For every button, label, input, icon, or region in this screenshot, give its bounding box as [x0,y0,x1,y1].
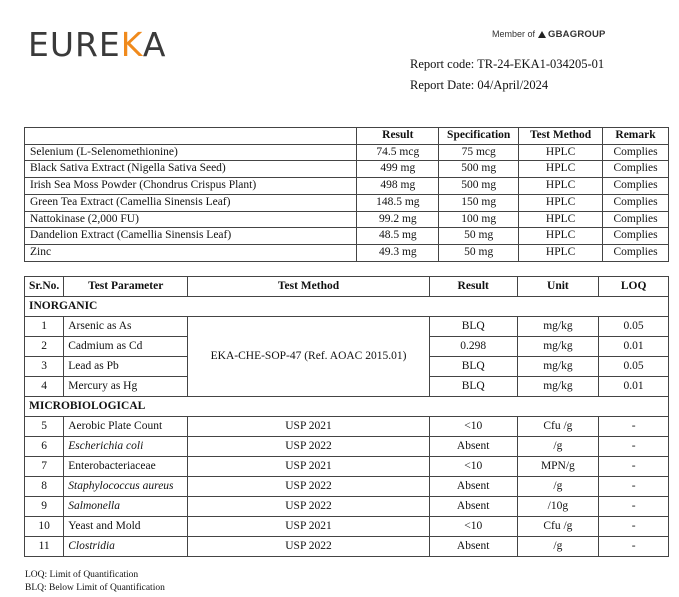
param-name: Mercury as Hg [64,377,188,397]
spec-header-result: Result [357,128,439,145]
spec-result: 99.2 mg [357,211,439,228]
member-org: GBAGROUP [548,29,606,40]
param-unit: /g [517,537,599,557]
param-loq: 0.01 [599,377,669,397]
param-loq: - [599,497,669,517]
spec-method: HPLC [519,161,603,178]
footnote-blq: BLQ: Below Limit of Quantification [25,583,165,593]
param-header-unit: Unit [517,277,599,297]
spec-specification: 150 mg [439,194,519,211]
spec-remark: Complies [603,144,669,161]
spec-specification: 500 mg [439,178,519,195]
spec-ingredient: Zinc [25,244,357,261]
param-result: BLQ [429,357,517,377]
spec-ingredient: Green Tea Extract (Camellia Sinensis Leaf) [25,194,357,211]
spec-result: 74.5 mcg [357,144,439,161]
spec-remark: Complies [603,244,669,261]
table-row [25,437,669,457]
spec-ingredient: Irish Sea Moss Powder (Chondrus Crispus Plant) [25,178,357,195]
param-srno: 3 [25,357,64,377]
param-header-method: Test Method [188,277,430,297]
logo-text-accent: K [120,25,143,64]
spec-row [25,228,669,245]
param-header-row [25,277,669,297]
member-of-badge [492,29,606,40]
table-row [25,477,669,497]
spec-result: 148.5 mg [357,194,439,211]
param-srno: 9 [25,497,64,517]
param-srno: 2 [25,337,64,357]
param-unit: /g [517,437,599,457]
param-header-srno: Sr.No. [25,277,64,297]
spec-header-row [25,128,669,145]
param-loq: - [599,457,669,477]
param-result: Absent [429,537,517,557]
spec-ingredient: Selenium (L-Selenomethionine) [25,144,357,161]
param-method: USP 2022 [188,497,430,517]
param-srno: 6 [25,437,64,457]
param-loq: - [599,537,669,557]
spec-method: HPLC [519,194,603,211]
param-loq: 0.01 [599,337,669,357]
section-microbiological-label: MICROBIOLOGICAL [25,397,669,417]
specification-table [24,127,669,262]
spec-specification: 500 mg [439,161,519,178]
param-srno: 5 [25,417,64,437]
gba-logo-icon [538,31,546,38]
spec-row [25,211,669,228]
section-microbiological [25,397,669,417]
spec-specification: 50 mg [439,244,519,261]
param-name: Enterobacteriaceae [64,457,188,477]
spec-method: HPLC [519,211,603,228]
param-result: <10 [429,457,517,477]
param-name: Escherichia coli [64,437,188,457]
spec-ingredient: Dandelion Extract (Camellia Sinensis Leaf) [25,228,357,245]
param-result: BLQ [429,377,517,397]
section-inorganic-label: INORGANIC [25,297,669,317]
param-result: 0.298 [429,337,517,357]
spec-header-specification: Specification [439,128,519,145]
param-name: Aerobic Plate Count [64,417,188,437]
param-srno: 10 [25,517,64,537]
param-unit: mg/kg [517,337,599,357]
spec-result: 499 mg [357,161,439,178]
spec-row [25,178,669,195]
table-row [25,497,669,517]
spec-method: HPLC [519,178,603,195]
footnote-loq: LOQ: Limit of Quantification [25,570,139,580]
param-unit: /g [517,477,599,497]
param-method: USP 2022 [188,437,430,457]
spec-method: HPLC [519,144,603,161]
param-unit: mg/kg [517,317,599,337]
param-result: Absent [429,497,517,517]
spec-row [25,161,669,178]
logo-text-prefix: EURE [28,25,121,64]
spec-header-ingredient [25,128,357,145]
spec-result: 498 mg [357,178,439,195]
param-name: Arsenic as As [64,317,188,337]
param-srno: 8 [25,477,64,497]
param-header-loq: LOQ [599,277,669,297]
param-method: USP 2022 [188,477,430,497]
param-result: Absent [429,437,517,457]
param-name: Cadmium as Cd [64,337,188,357]
spec-method: HPLC [519,244,603,261]
param-result: <10 [429,517,517,537]
table-row [25,517,669,537]
spec-result: 48.5 mg [357,228,439,245]
param-method: USP 2021 [188,457,430,477]
company-logo [28,25,167,64]
param-name: Yeast and Mold [64,517,188,537]
spec-header-test-method: Test Method [519,128,603,145]
spec-ingredient: Nattokinase (2,000 FU) [25,211,357,228]
param-name: Staphylococcus aureus [64,477,188,497]
spec-ingredient: Black Sativa Extract (Nigella Sativa Seed) [25,161,357,178]
param-name: Lead as Pb [64,357,188,377]
table-row [25,537,669,557]
param-name: Clostridia [64,537,188,557]
spec-remark: Complies [603,194,669,211]
param-method: USP 2021 [188,417,430,437]
report-date: Report Date: 04/April/2024 [410,78,549,92]
section-inorganic [25,297,669,317]
param-loq: - [599,437,669,457]
table-row [25,417,669,437]
logo-text-suffix: A [142,25,167,64]
param-unit: MPN/g [517,457,599,477]
param-loq: 0.05 [599,317,669,337]
spec-remark: Complies [603,161,669,178]
param-unit: mg/kg [517,377,599,397]
param-loq: - [599,517,669,537]
spec-row [25,194,669,211]
spec-row [25,244,669,261]
table-row [25,317,669,337]
param-unit: Cfu /g [517,417,599,437]
param-srno: 11 [25,537,64,557]
param-unit: mg/kg [517,357,599,377]
spec-specification: 50 mg [439,228,519,245]
param-header-result: Result [429,277,517,297]
param-result: <10 [429,417,517,437]
param-method: USP 2021 [188,517,430,537]
test-parameter-table [24,276,669,557]
spec-result: 49.3 mg [357,244,439,261]
param-loq: - [599,417,669,437]
table-row [25,457,669,477]
spec-remark: Complies [603,211,669,228]
member-of-label: Member of [492,29,536,39]
param-loq: 0.05 [599,357,669,377]
spec-row [25,144,669,161]
param-result: BLQ [429,317,517,337]
spec-header-remark: Remark [603,128,669,145]
param-srno: 7 [25,457,64,477]
param-unit: /10g [517,497,599,517]
spec-method: HPLC [519,228,603,245]
param-header-parameter: Test Parameter [64,277,188,297]
report-code: Report code: TR-24-EKA1-034205-01 [410,57,605,71]
spec-specification: 75 mcg [439,144,519,161]
spec-specification: 100 mg [439,211,519,228]
param-loq: - [599,477,669,497]
inorganic-test-method: EKA-CHE-SOP-47 (Ref. AOAC 2015.01) [188,317,430,397]
param-result: Absent [429,477,517,497]
param-name: Salmonella [64,497,188,517]
param-unit: Cfu /g [517,517,599,537]
param-srno: 4 [25,377,64,397]
param-srno: 1 [25,317,64,337]
spec-remark: Complies [603,228,669,245]
spec-remark: Complies [603,178,669,195]
param-method: USP 2022 [188,537,430,557]
